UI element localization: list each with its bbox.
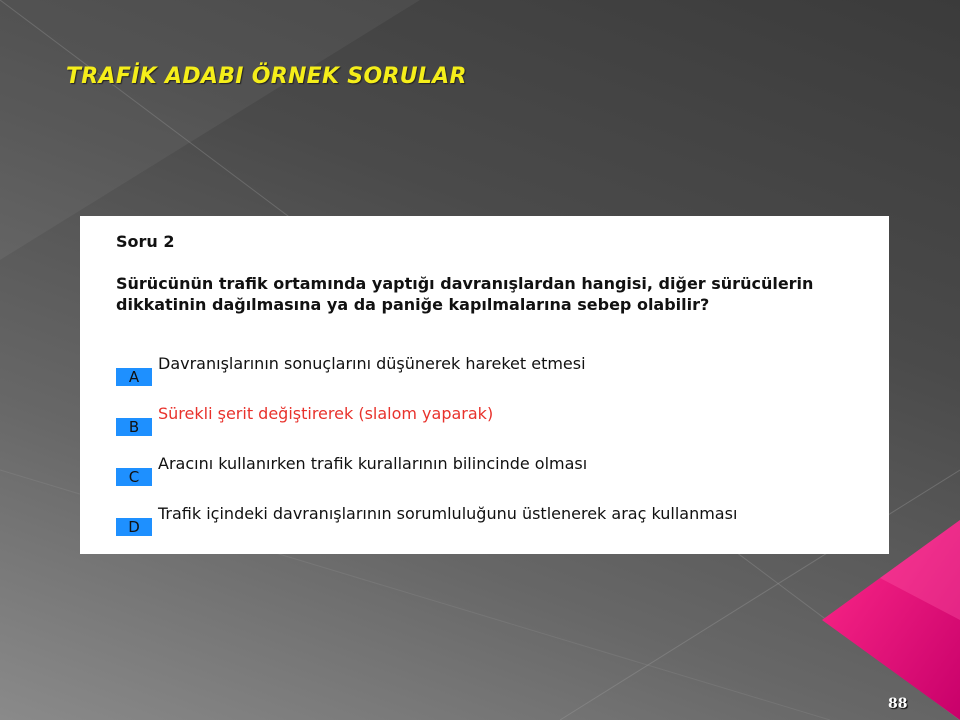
option-b-badge[interactable]: B	[116, 418, 152, 436]
option-b[interactable]	[116, 404, 856, 434]
question-card	[80, 216, 889, 554]
question-number: Soru 2	[116, 232, 175, 251]
option-a[interactable]	[116, 354, 856, 384]
option-c-badge[interactable]: C	[116, 468, 152, 486]
page-number: 88	[888, 696, 908, 712]
option-d-badge[interactable]: D	[116, 518, 152, 536]
option-c[interactable]	[116, 454, 856, 484]
option-d[interactable]	[116, 504, 856, 534]
option-c-text: Aracını kullanırken trafik kurallarının bilincinde olması	[158, 454, 588, 473]
slide-title: TRAFİK ADABI ÖRNEK SORULAR	[66, 64, 467, 89]
option-a-badge[interactable]: A	[116, 368, 152, 386]
option-b-text: Sürekli şerit değiştirerek (slalom yaparak)	[158, 404, 494, 423]
question-text: Sürücünün trafik ortamında yaptığı davranışlardan hangisi, diğer sürücülerin dikkatinin dağılmasına ya da paniğe kapılmalarına sebep olabilir?	[116, 274, 814, 314]
option-a-text: Davranışlarının sonuçlarını düşünerek hareket etmesi	[158, 354, 586, 373]
option-d-text: Trafik içindeki davranışlarının sorumluluğunu üstlenerek araç kullanması	[158, 504, 738, 523]
